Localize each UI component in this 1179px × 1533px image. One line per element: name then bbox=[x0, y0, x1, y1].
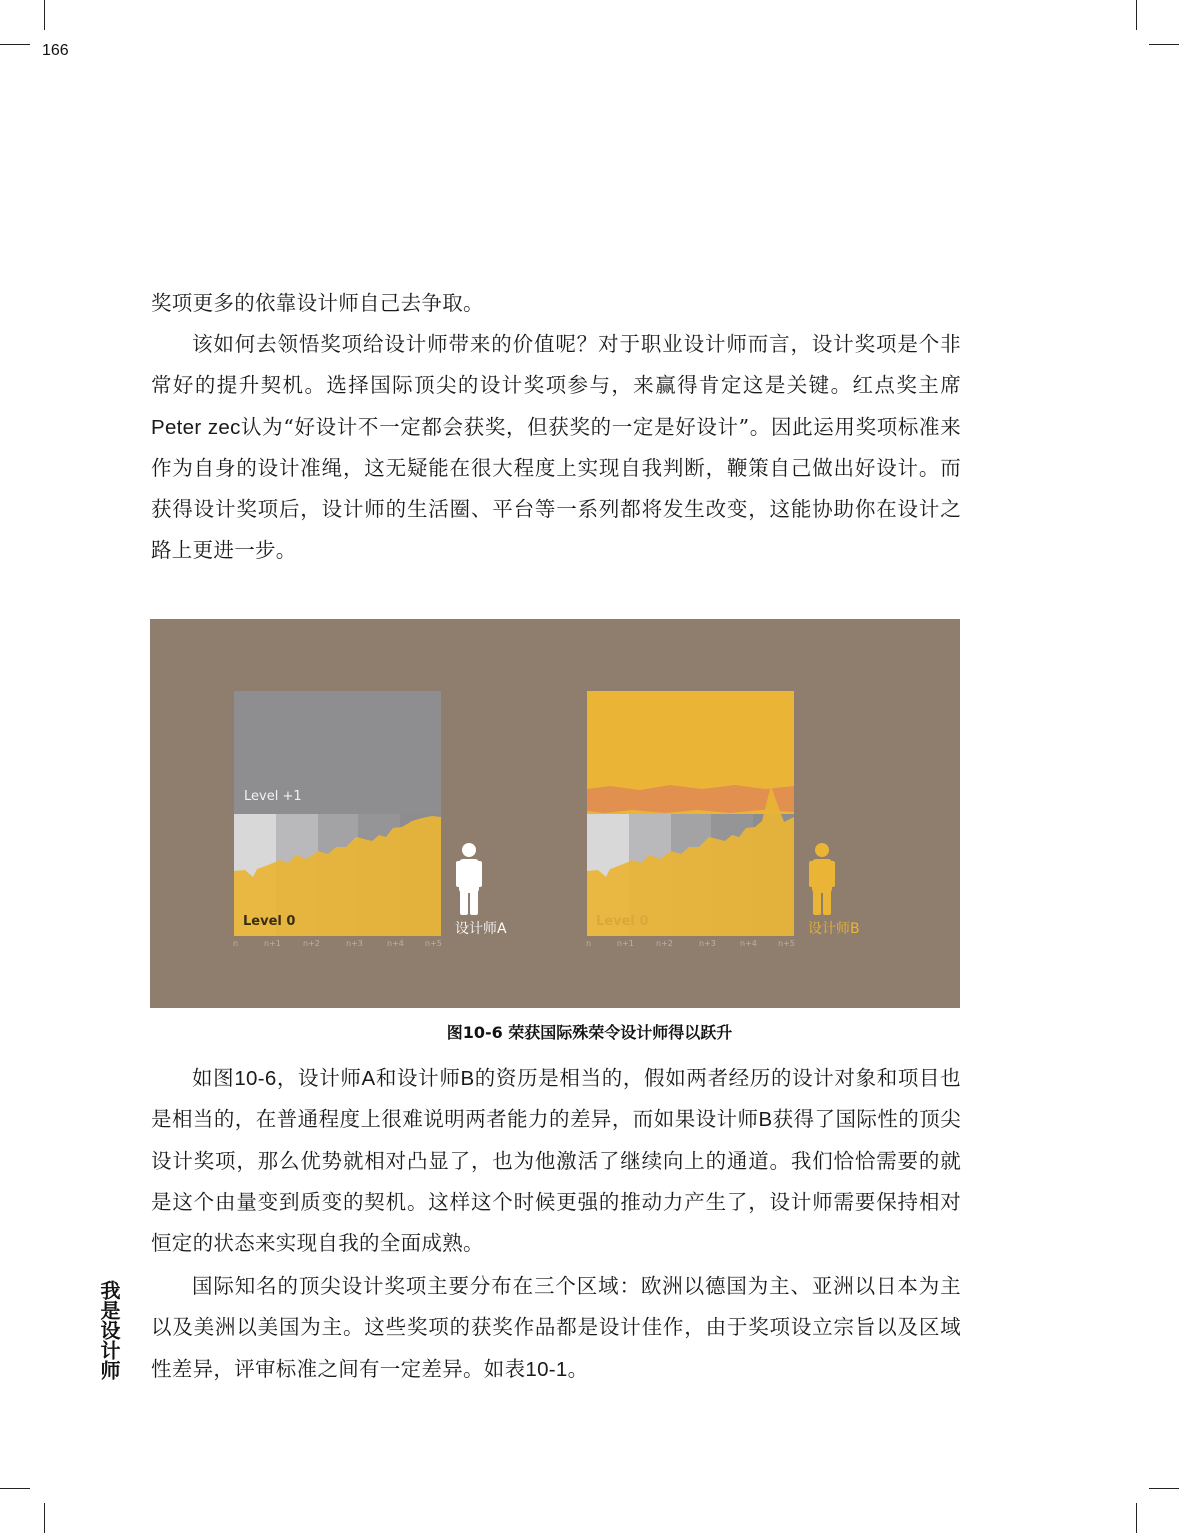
crop-mark bbox=[0, 44, 30, 45]
tick-label: n+1 bbox=[617, 939, 634, 948]
paragraph-text: ，设计师 bbox=[276, 1066, 362, 1090]
tick-label: n+2 bbox=[656, 939, 673, 948]
page-number: 166 bbox=[42, 42, 69, 59]
tick-label: n+3 bbox=[699, 939, 716, 948]
person-icon bbox=[456, 843, 482, 915]
figure-illustration bbox=[150, 619, 960, 1008]
tick-label: n+5 bbox=[778, 939, 795, 948]
tick-label: n+3 bbox=[346, 939, 363, 948]
paragraph-1 bbox=[151, 283, 961, 324]
figure-reference: 10-6 bbox=[234, 1067, 277, 1090]
designer-b-label: 设计师B bbox=[808, 921, 860, 937]
person-icon bbox=[809, 843, 835, 915]
tick-label: n bbox=[586, 939, 592, 948]
tick-label: n+2 bbox=[303, 939, 320, 948]
tick-labels bbox=[233, 939, 442, 948]
paragraph-text: 和设计师 bbox=[375, 1066, 461, 1090]
crop-mark bbox=[1149, 1488, 1179, 1489]
designer-reference: B bbox=[460, 1067, 475, 1090]
paragraph-text: 该如何去领悟奖项给设计师带来的价值呢？对于职业设计师而言，设计奖项是个非常好的提升契机。选择国际顶尖的设计奖项参与，来赢得肯定这是关键。红点奖主席 bbox=[151, 332, 961, 398]
tick-label: n+4 bbox=[740, 939, 757, 948]
book-side-title: 我是设计师 bbox=[97, 1280, 121, 1380]
designer-reference: B bbox=[758, 1108, 773, 1132]
tick-labels bbox=[586, 939, 795, 948]
tick-label: n bbox=[233, 939, 239, 948]
level-0-label: Level 0 bbox=[596, 914, 649, 929]
figure-caption: 图10-6 荣获国际殊荣令设计师得以跃升 bbox=[446, 1023, 733, 1042]
designer-reference: A bbox=[361, 1067, 376, 1090]
paragraph-text: 如图 bbox=[192, 1066, 235, 1090]
crop-mark bbox=[1149, 44, 1179, 45]
crop-mark bbox=[44, 1503, 45, 1533]
panel-a bbox=[233, 691, 507, 948]
tick-label: n+4 bbox=[387, 939, 404, 948]
paragraph-text: 认为“好设计不一定都会获奖，但获奖的一定是好设计”。因此运用奖项标准来作为自身的设计准绳，这无疑能在很大程度上实现自我判断，鞭策自己做出好设计。而获得设计奖项后，设计师的生活圈、平台等一系列都将发生改变，这能协助你在设计之路上更进一步。 bbox=[151, 414, 961, 563]
level-plus-one-label: Level +1 bbox=[244, 789, 302, 804]
tick-label: n+5 bbox=[425, 939, 442, 948]
crop-mark bbox=[1136, 0, 1137, 30]
paragraph-text: 奖项更多的依靠设计师自己去争取。 bbox=[151, 291, 484, 315]
figure-10-6 bbox=[150, 619, 960, 1008]
award-orange-band bbox=[587, 785, 794, 813]
tick-label: n+1 bbox=[264, 939, 281, 948]
paragraph-3 bbox=[151, 1058, 961, 1264]
paragraph-text: 的资历是相当的，假如两者经历的设计对象和项目也是相当的，在普通程度上很难说明两者能力的差异，而如果设计师 bbox=[151, 1066, 961, 1132]
crop-mark bbox=[1136, 1503, 1137, 1533]
paragraph-text: 获得了国际性的顶尖设计奖项，那么优势就相对凸显了，也为他激活了继续向上的通道。我们恰恰需要的就是这个由量变到质变的契机。这样这个时候更强的推动力产生了，设计师需要保持相对恒定的状态来实现自我的全面成熟。 bbox=[151, 1107, 961, 1256]
table-reference: 10-1 bbox=[525, 1357, 568, 1381]
panel-b bbox=[586, 691, 860, 948]
designer-a-label: 设计师A bbox=[455, 921, 507, 937]
crop-mark bbox=[44, 0, 45, 30]
paragraph-text: 国际知名的顶尖设计奖项主要分布在三个区域：欧洲以德国为主、亚洲以日本为主以及美洲以美国为主。这些奖项的获奖作品都是设计佳作，由于奖项设立宗旨以及区域性差异，评审标准之间有一定差异。如表 bbox=[151, 1274, 961, 1381]
crop-mark bbox=[0, 1488, 30, 1489]
paragraph-2 bbox=[151, 324, 961, 572]
paragraph-text: 。 bbox=[567, 1356, 589, 1381]
person-name: Peter zec bbox=[151, 415, 241, 439]
level-0-label: Level 0 bbox=[243, 914, 296, 929]
paragraph-4 bbox=[151, 1266, 961, 1390]
